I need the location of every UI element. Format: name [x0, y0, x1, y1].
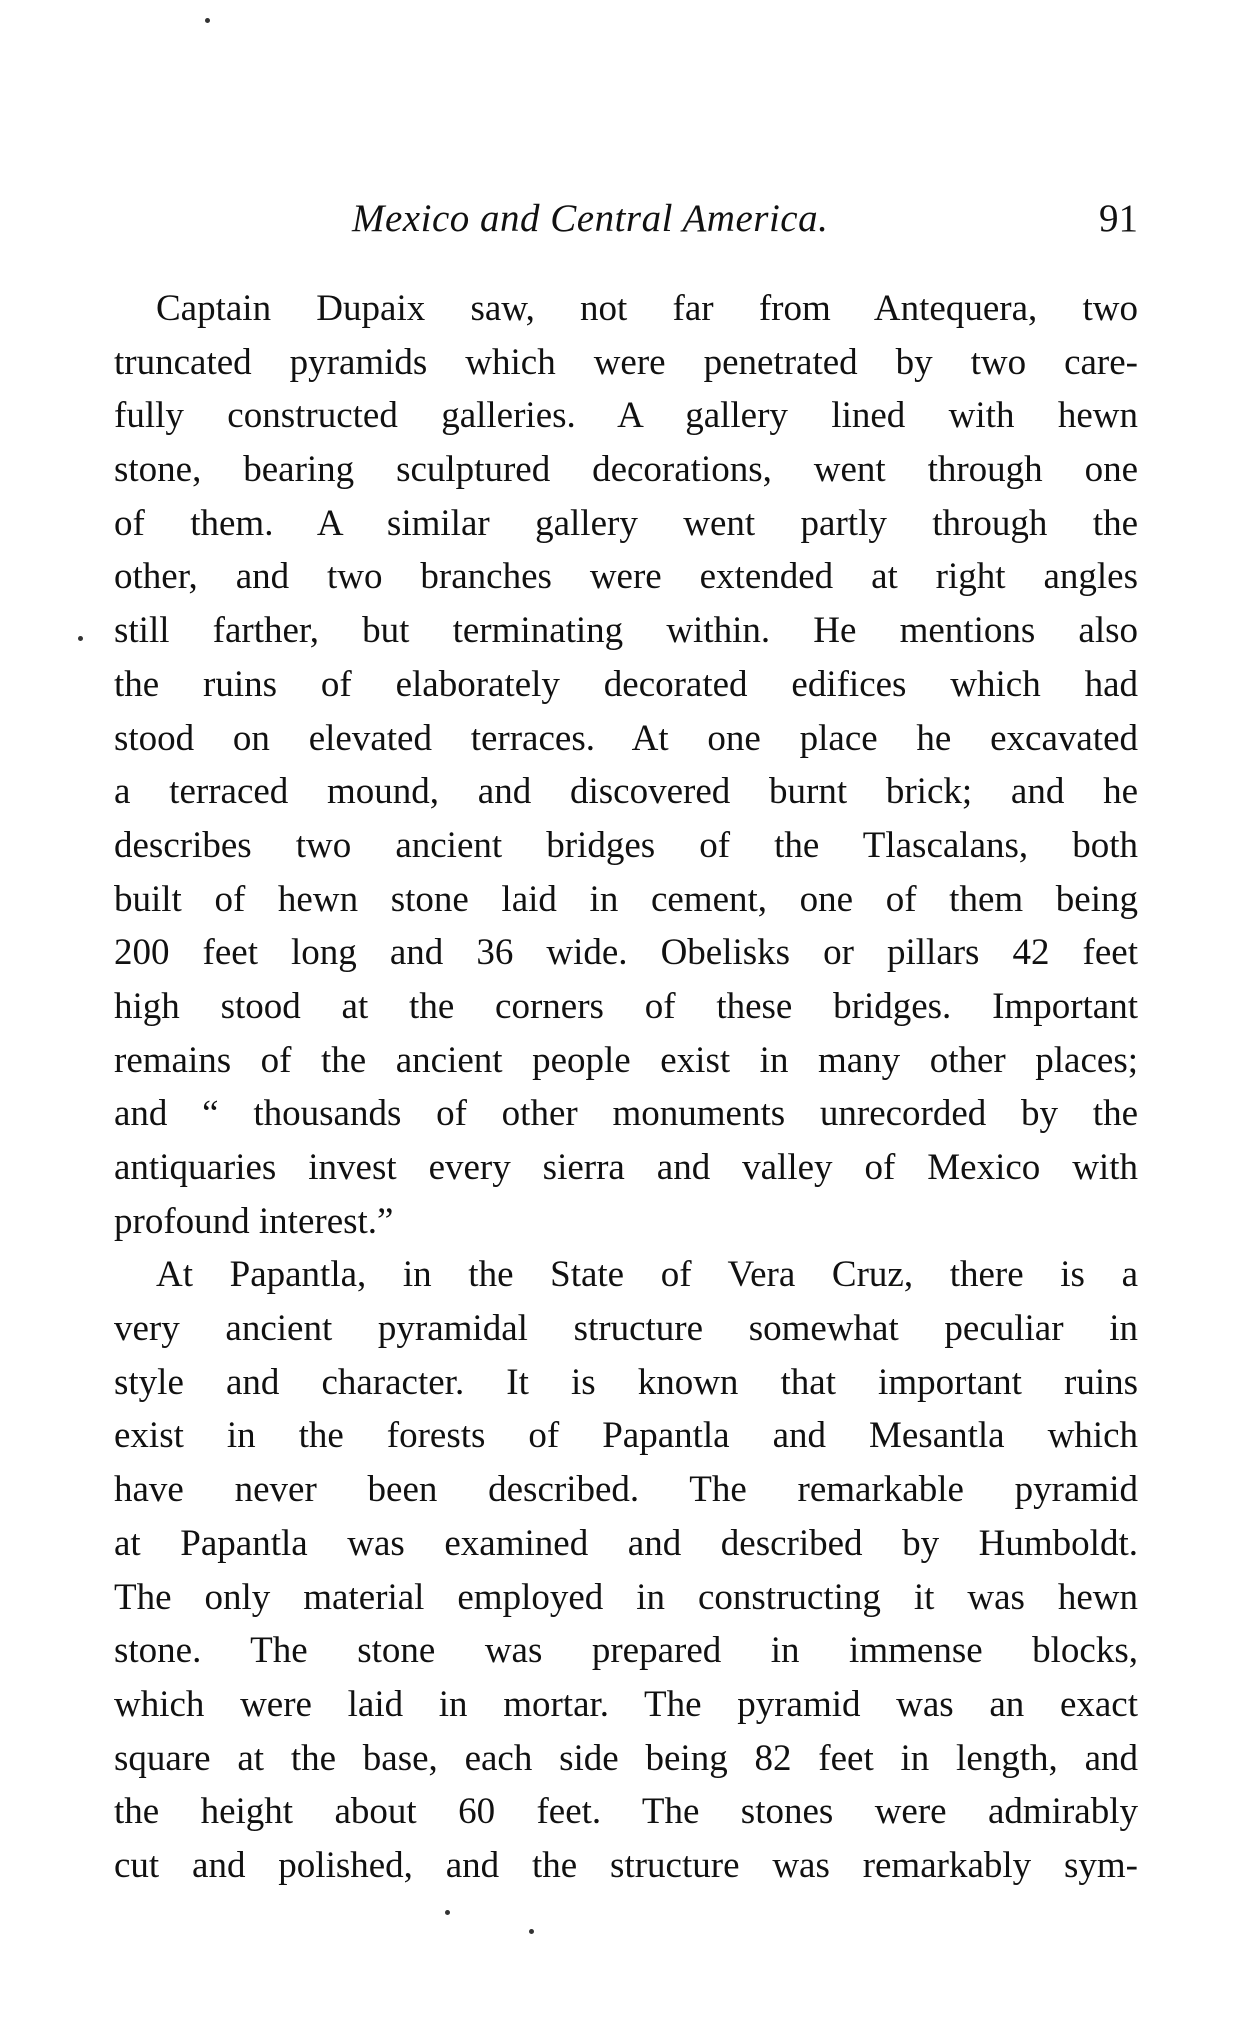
text-line: high stood at the corners of these bridges. Important [114, 985, 1138, 1027]
text-line: square at the base, each side being 82 feet in length, and [114, 1737, 1138, 1779]
text-line: of them. A similar gallery went partly through the [114, 502, 1138, 544]
paragraph-2 [114, 1248, 1138, 1892]
text-line: fully constructed galleries. A gallery lined with hewn [114, 395, 1138, 437]
text-line: antiquaries invest every sierra and valley of Mexico with [114, 1147, 1138, 1188]
text-line: very ancient pyramidal structure somewhat peculiar in [114, 1308, 1138, 1350]
margin-dot-mark [78, 636, 83, 641]
text-line: at Papantla was examined and described by Humboldt. [114, 1522, 1138, 1564]
text-line: have never been described. The remarkable pyramid [114, 1469, 1138, 1511]
text-line: Captain Dupaix saw, not far from Antequera, two [156, 288, 1138, 329]
text-line: At Papantla, in the State of Vera Cruz, there is a [156, 1254, 1138, 1296]
paragraph-1 [114, 282, 1138, 1248]
speck-mark [205, 18, 210, 23]
speck-mark [445, 1910, 450, 1915]
text-line: other, and two branches were extended at right angles [114, 556, 1138, 598]
running-title: Mexico and Central America. [352, 197, 829, 240]
text-line: which were laid in mortar. The pyramid was an exact [114, 1683, 1138, 1725]
text-line: 200 feet long and 36 wide. Obelisks or pillars 42 feet [114, 932, 1138, 974]
text-line: exist in the forests of Papantla and Mesantla which [114, 1415, 1138, 1457]
text-line: stood on elevated terraces. At one place he excavated [114, 717, 1138, 759]
text-line: stone, bearing sculptured decorations, went through one [114, 449, 1138, 491]
text-line: describes two ancient bridges of the Tlascalans, both [114, 824, 1138, 866]
text-line: stone. The stone was prepared in immense blocks, [114, 1630, 1138, 1672]
text-line: the ruins of elaborately decorated edifices which had [114, 663, 1138, 705]
text-line: the height about 60 feet. The stones were admirably [114, 1791, 1138, 1833]
text-line: cut and polished, and the structure was remarkably sym- [114, 1844, 1138, 1886]
text-line: and “ thousands of other monuments unrecorded by the [114, 1093, 1138, 1135]
text-line: style and character. It is known that important ruins [114, 1361, 1138, 1403]
page-number: 91 [1099, 197, 1138, 240]
text-line: a terraced mound, and discovered burnt brick; and he [114, 771, 1138, 813]
text-line: The only material employed in constructing it was hewn [114, 1576, 1138, 1618]
text-line: truncated pyramids which were penetrated by two care- [114, 341, 1138, 383]
text-line: still farther, but terminating within. He mentions also [114, 610, 1138, 652]
text-line: profound interest.” [114, 1200, 394, 1242]
text-line: built of hewn stone laid in cement, one of them being [114, 878, 1138, 920]
speck-mark [529, 1929, 534, 1934]
text-line: remains of the ancient people exist in many other places; [114, 1039, 1138, 1081]
page-body [114, 282, 1138, 1893]
